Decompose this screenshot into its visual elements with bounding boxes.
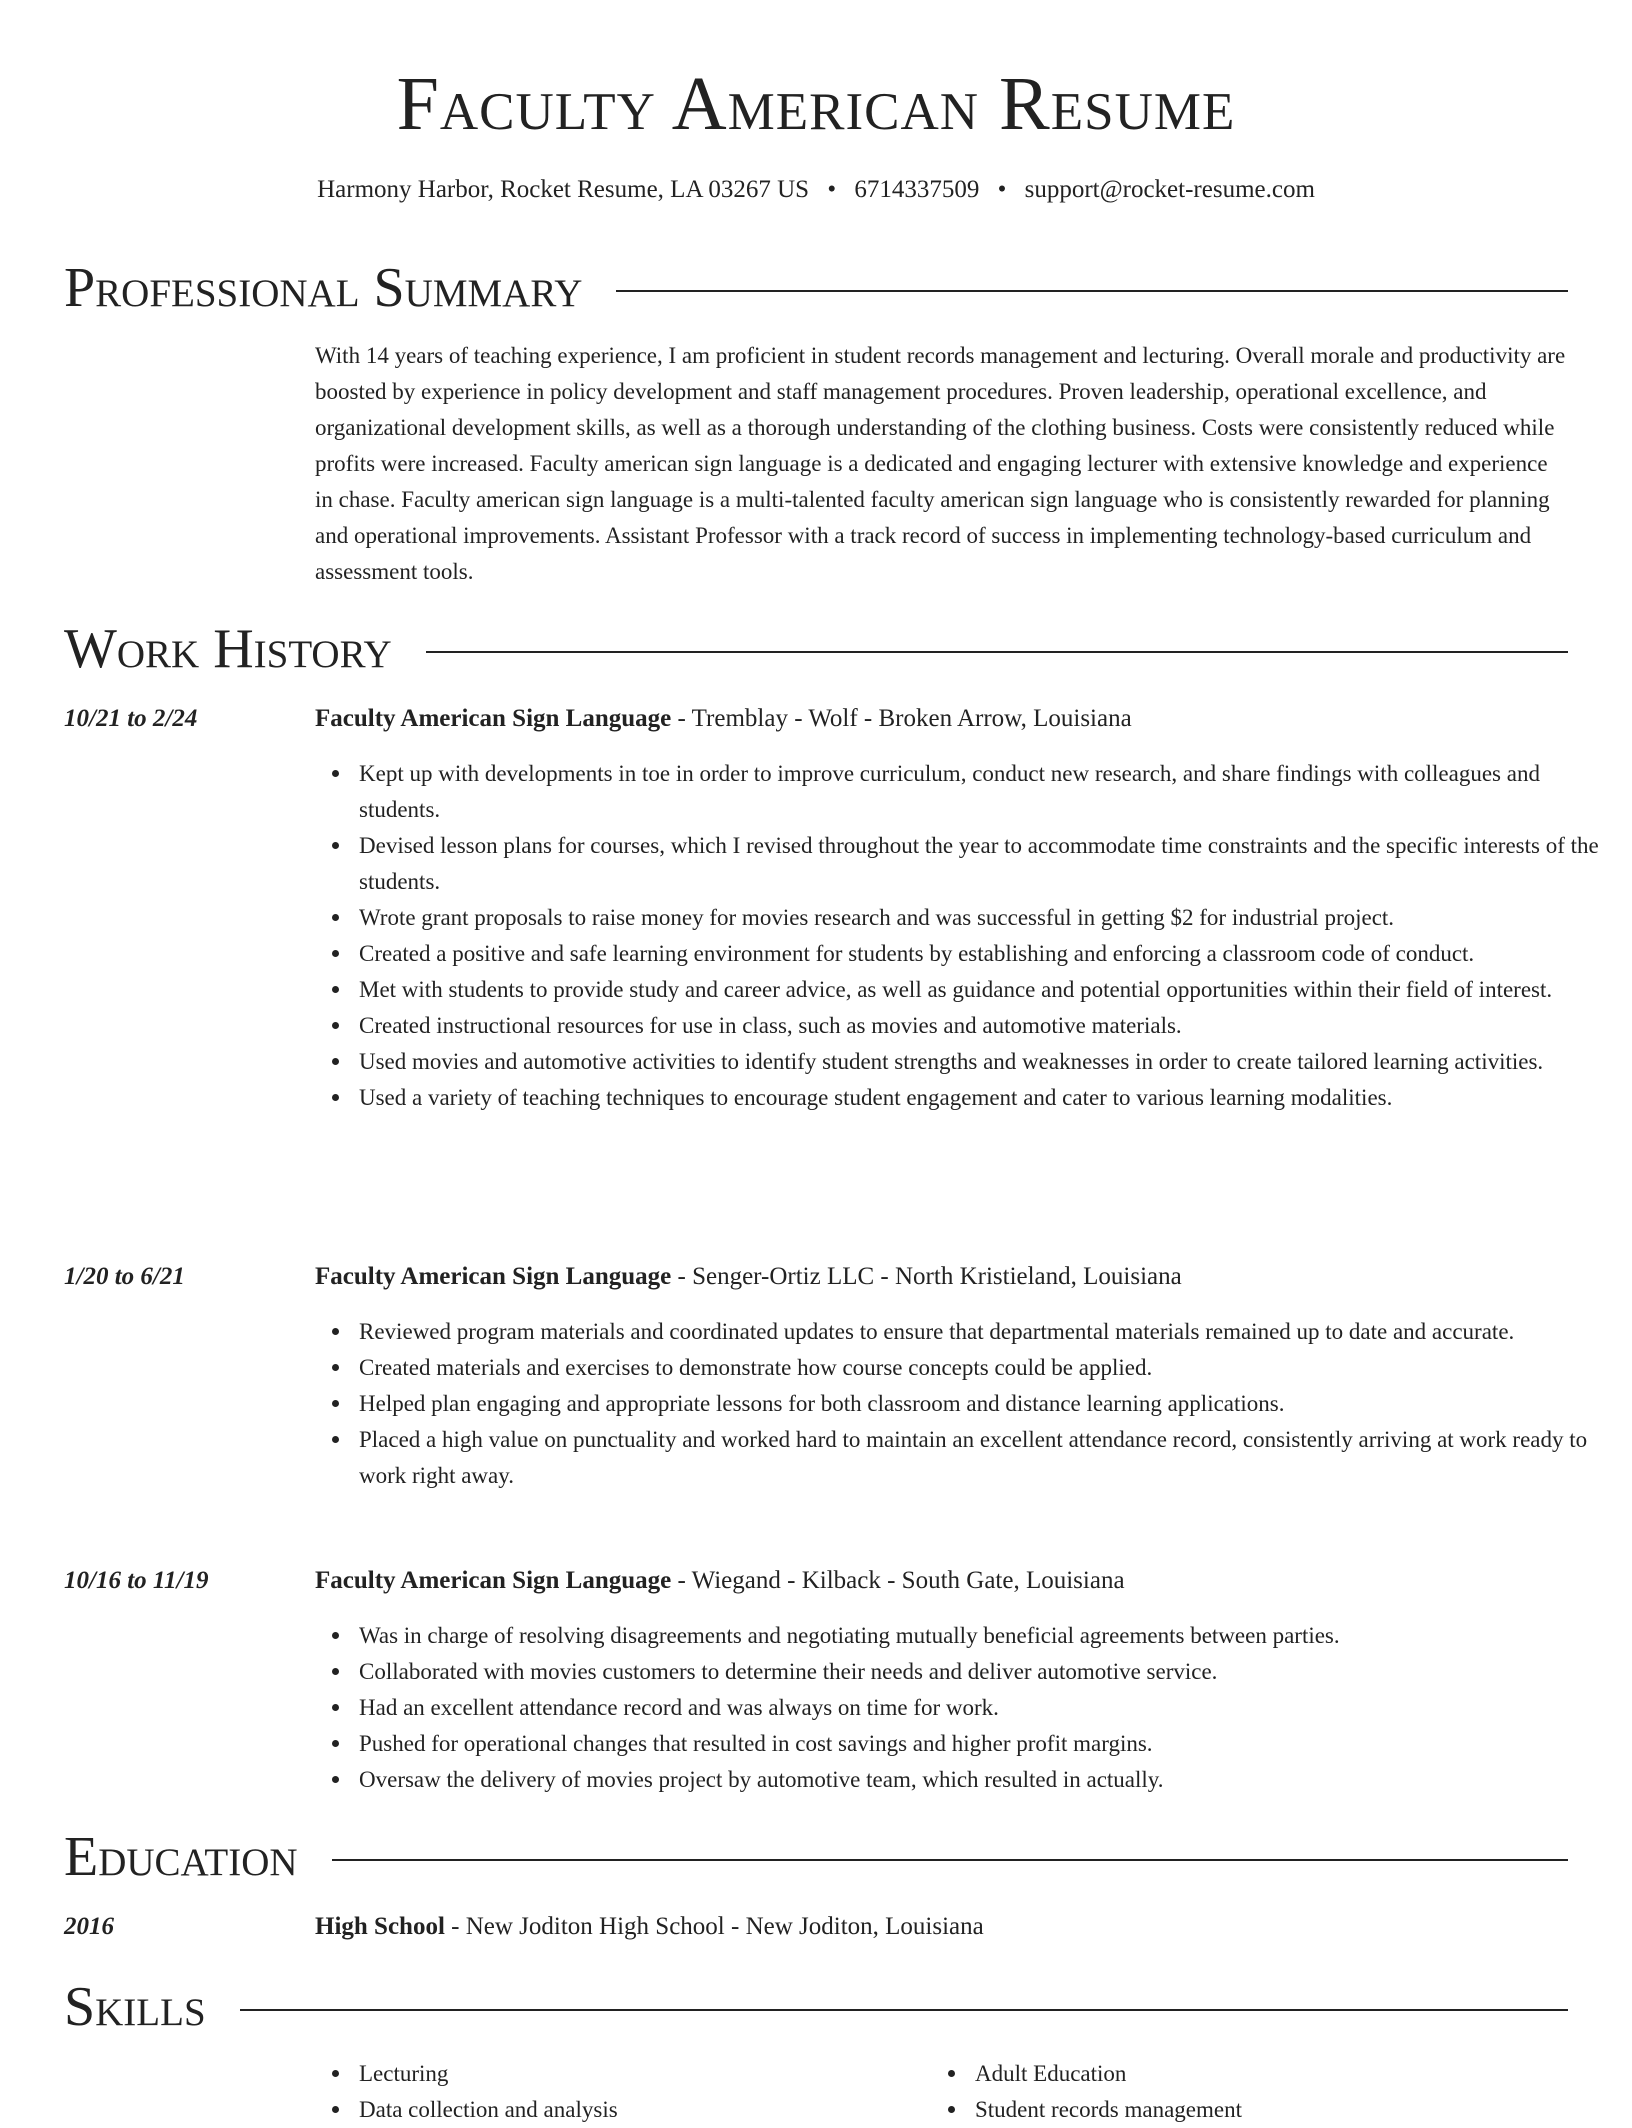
education-year: 2016 <box>64 1913 114 1940</box>
section-heading-work-history <box>64 617 1568 681</box>
job-details: - Senger-Ortiz LLC - North Kristieland, Louisiana <box>671 1263 1182 1290</box>
skill-item: Data collection and analysis <box>359 2092 919 2128</box>
contact-line <box>0 173 1632 207</box>
job-bullets <box>315 1314 1612 1494</box>
bullet-item: Pushed for operational changes that resulted in cost savings and higher profit margins. <box>359 1726 1612 1762</box>
contact-address: Harmony Harbor, Rocket Resume, LA 03267 US <box>317 176 810 203</box>
resume-title: Faculty American Resume <box>396 62 1236 146</box>
job-role: Faculty American Sign Language <box>315 1263 672 1290</box>
skill-item: Lecturing <box>359 2056 919 2092</box>
job-heading <box>315 702 1568 736</box>
bullet-item: Created materials and exercises to demonstrate how course concepts could be applied. <box>359 1350 1612 1386</box>
summary-text: With 14 years of teaching experience, I am proficient in student records management and lecturing. Overall morale and productivity are boosted by experience in policy development and staff management procedures. Proven leadership, operational excellence, and organizational development skills, as well as a thorough understanding of the clothing business. Costs were consistently reduced while profits were increased. Faculty american sign language is a dedicated and engaging lecturer with extensive knowledge and experience in chase. Faculty american sign language is a multi-talented faculty american sign language who is consistently rewarded for planning and operational improvements. Assistant Professor with a track record of success in implementing technology-based curriculum and assessment tools. <box>315 343 1566 584</box>
job-details: - Tremblay - Wolf - Broken Arrow, Louisiana <box>671 705 1132 732</box>
bullet-item: Was in charge of resolving disagreements and negotiating mutually beneficial agreements between parties. <box>359 1618 1612 1654</box>
job-dates: 10/16 to 11/19 <box>64 1567 209 1594</box>
bullet-item: Devised lesson plans for courses, which I revised throughout the year to accommodate time constraints and the specific interests of the students. <box>359 828 1612 900</box>
job-bullets <box>315 1618 1612 1798</box>
bullet-item: Reviewed program materials and coordinated updates to ensure that departmental materials remained up to date and accurate. <box>359 1314 1612 1350</box>
bullet-item: Kept up with developments in toe in order to improve curriculum, conduct new research, and share findings with colleagues and students. <box>359 756 1612 828</box>
section-heading-education <box>64 1825 1568 1889</box>
bullet-item: Helped plan engaging and appropriate lessons for both classroom and distance learning applications. <box>359 1386 1612 1422</box>
section-rule <box>240 2009 1568 2011</box>
job-heading <box>315 1564 1568 1598</box>
section-title: Education <box>64 1826 298 1888</box>
job-details: - Wiegand - Kilback - South Gate, Louisiana <box>671 1567 1125 1594</box>
skill-item: Adult Education <box>975 2056 1535 2092</box>
section-title: Professional Summary <box>64 257 583 319</box>
contact-separator: • <box>827 176 837 203</box>
section-rule <box>616 290 1568 292</box>
contact-separator: • <box>997 176 1007 203</box>
skills-list-left <box>315 2056 919 2128</box>
bullet-item: Created instructional resources for use in class, such as movies and automotive materials. <box>359 1008 1612 1044</box>
section-title: Work History <box>64 618 392 680</box>
bullet-item: Created a positive and safe learning environment for students by establishing and enforcing a classroom code of conduct. <box>359 936 1612 972</box>
bullet-item: Used movies and automotive activities to identify student strengths and weaknesses in order to create tailored learning activities. <box>359 1044 1612 1080</box>
education-heading <box>315 1910 1568 1944</box>
job-dates: 10/21 to 2/24 <box>64 705 198 732</box>
bullet-item: Wrote grant proposals to raise money for movies research and was successful in getting $2 for industrial project. <box>359 900 1612 936</box>
bullet-item: Had an excellent attendance record and was always on time for work. <box>359 1690 1612 1726</box>
skills-list-right <box>931 2056 1535 2128</box>
section-heading-summary <box>64 256 1568 320</box>
job-heading <box>315 1260 1568 1294</box>
bullet-item: Met with students to provide study and career advice, as well as guidance and potential opportunities within their field of interest. <box>359 972 1612 1008</box>
section-heading-skills <box>64 1975 1568 2039</box>
skill-item: Student records management <box>975 2092 1535 2128</box>
contact-phone: 6714337509 <box>854 176 980 203</box>
section-rule <box>426 651 1568 653</box>
education-details: - New Joditon High School - New Joditon, Louisiana <box>444 1913 984 1940</box>
education-degree: High School <box>315 1913 445 1940</box>
job-dates: 1/20 to 6/21 <box>64 1263 185 1290</box>
section-title: Skills <box>64 1976 206 2038</box>
job-bullets <box>315 756 1612 1116</box>
job-role: Faculty American Sign Language <box>315 705 672 732</box>
contact-email: support@rocket-resume.com <box>1024 176 1315 203</box>
job-role: Faculty American Sign Language <box>315 1567 672 1594</box>
section-rule <box>332 1859 1568 1861</box>
bullet-item: Collaborated with movies customers to determine their needs and deliver automotive service. <box>359 1654 1612 1690</box>
bullet-item: Placed a high value on punctuality and worked hard to maintain an excellent attendance record, consistently arriving at work ready to work right away. <box>359 1422 1612 1494</box>
bullet-item: Oversaw the delivery of movies project by automotive team, which resulted in actually. <box>359 1762 1612 1798</box>
bullet-item: Used a variety of teaching techniques to encourage student engagement and cater to various learning modalities. <box>359 1080 1612 1116</box>
